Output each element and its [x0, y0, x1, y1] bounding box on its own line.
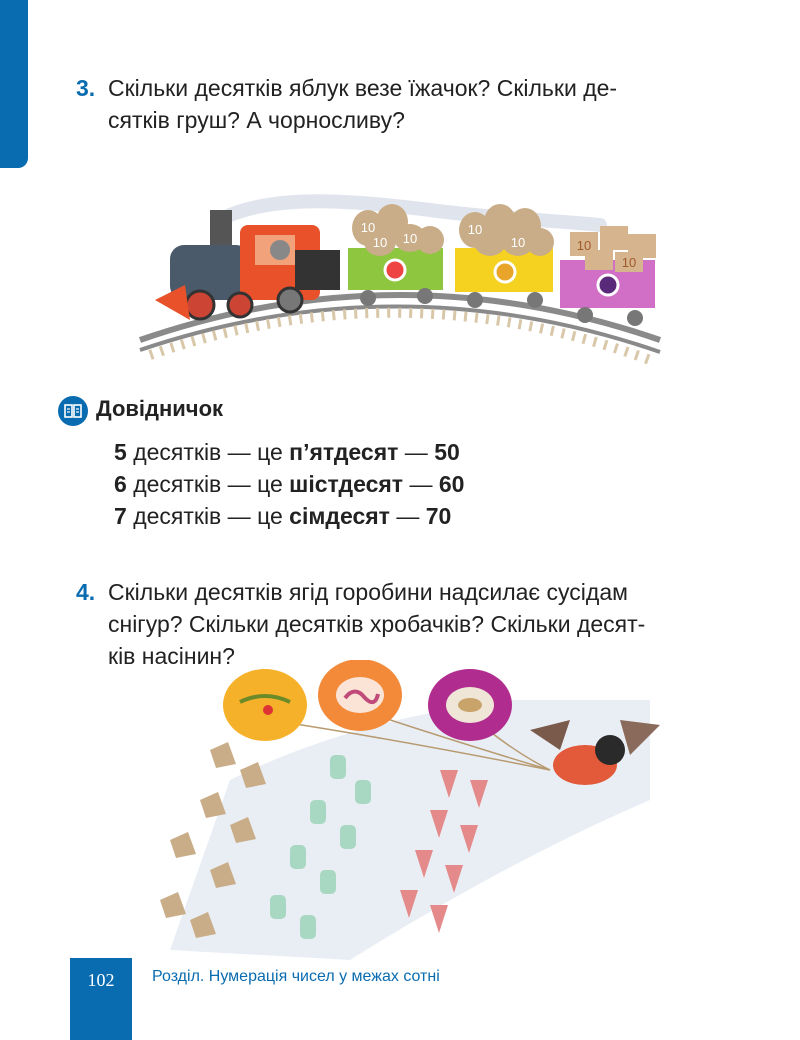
balloon-worm	[318, 660, 402, 731]
number-value: 60	[438, 471, 465, 497]
dash: —	[404, 439, 428, 465]
reference-row	[114, 436, 464, 468]
tens-word: десятків	[133, 503, 222, 529]
task-3-line: Скільки десятків яблук везе їжачок? Скільки де-	[108, 75, 618, 101]
number-value: 50	[434, 439, 460, 465]
bag-label: 10	[621, 255, 637, 270]
dash: —	[227, 503, 251, 529]
tens-count: 7	[114, 503, 127, 529]
number-value: 70	[425, 503, 452, 529]
bag-label: 10	[576, 238, 592, 253]
task-4-line: Скільки десятків ягід горобини надсилає сусідам	[108, 579, 628, 605]
task-4	[76, 576, 645, 672]
task-4-line: снігур? Скільки десятків хробачків? Скільки десят-	[108, 611, 646, 637]
reference-row	[114, 500, 464, 532]
task-4-text	[108, 576, 645, 672]
train-illustration	[130, 190, 670, 370]
bag-label: 10	[467, 222, 483, 237]
number-name: шістдесят	[289, 471, 404, 497]
connector: це	[257, 439, 283, 465]
task-4-number: 4.	[76, 579, 96, 605]
wagon-apples	[348, 204, 444, 306]
bag-label: 10	[510, 235, 526, 250]
reference-lines	[114, 436, 464, 532]
tens-word: десятків	[133, 471, 222, 497]
locomotive	[155, 210, 340, 320]
balloon-rowan	[223, 669, 307, 741]
book-icon	[58, 396, 88, 426]
side-tab	[0, 0, 28, 168]
dash: —	[396, 503, 420, 529]
connector: це	[257, 503, 283, 529]
task-3-number: 3.	[76, 75, 96, 101]
tens-count: 6	[114, 471, 127, 497]
wagon-pears	[455, 204, 554, 308]
wagon-prunes	[560, 226, 656, 326]
tens-word: десятків	[133, 439, 222, 465]
bag-label: 10	[402, 231, 418, 246]
reference-row	[114, 468, 464, 500]
connector: це	[257, 471, 283, 497]
dash: —	[227, 471, 251, 497]
tens-count: 5	[114, 439, 127, 465]
task-3-text	[108, 72, 617, 136]
dash: —	[409, 471, 433, 497]
balloon-seed	[428, 669, 512, 741]
number-name: сімдесят	[289, 503, 390, 529]
number-name: п’ятдесят	[289, 439, 399, 465]
page-number: 102	[87, 970, 115, 990]
section-title: Розділ. Нумерація чисел у межах сотні	[152, 968, 440, 985]
task-3	[76, 72, 617, 136]
page-number-box	[70, 958, 132, 1040]
reference-title: Довідничок	[96, 396, 224, 421]
dash: —	[227, 439, 251, 465]
bullfinch-balloons-illustration	[150, 660, 670, 960]
bag-label: 10	[360, 220, 376, 235]
task-3-line: сятків груш? А чорносливу?	[108, 107, 405, 133]
bag-label: 10	[372, 235, 388, 250]
task-4-line: ків насінин?	[108, 643, 235, 669]
